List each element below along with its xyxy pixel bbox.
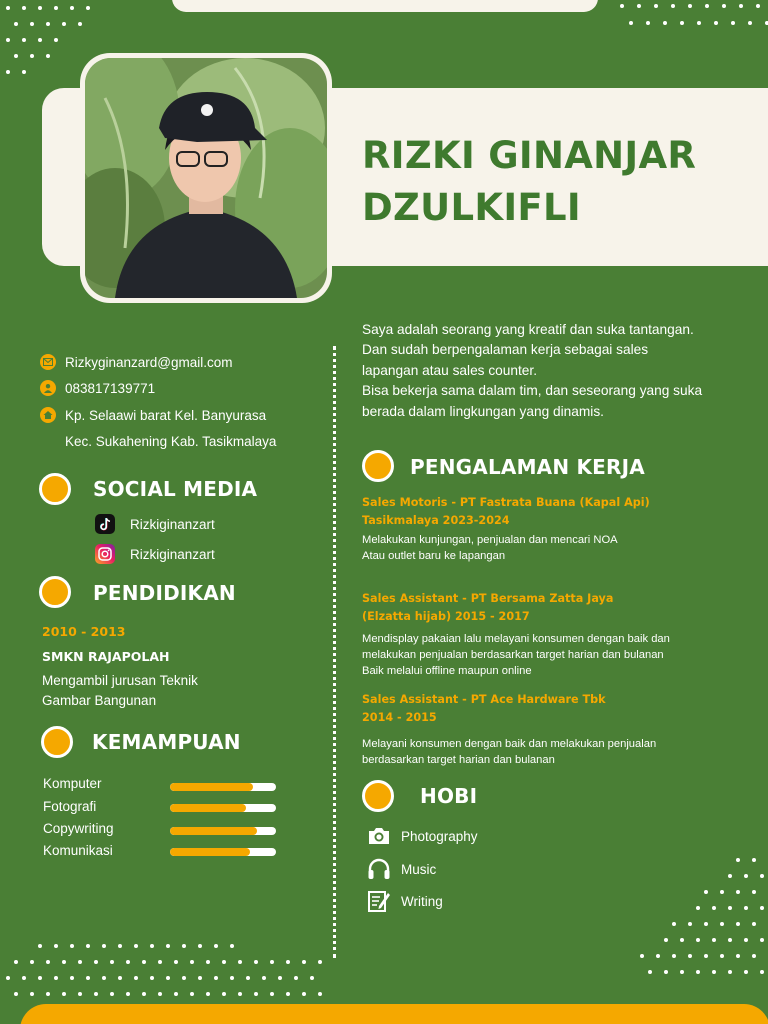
decor-dot (142, 992, 146, 996)
decor-dot (270, 992, 274, 996)
full-name (362, 130, 696, 234)
decor-dot (629, 21, 633, 25)
decor-dot (704, 890, 708, 894)
decor-dot (14, 54, 18, 58)
decor-dot (230, 976, 234, 980)
section-bullet-hobbies (362, 780, 394, 812)
decor-dot (664, 938, 668, 942)
skill-bar-fill (170, 848, 250, 856)
section-bullet-education (39, 576, 71, 608)
decor-dot (86, 976, 90, 980)
social-item-tiktok[interactable] (95, 514, 215, 534)
decor-dot (663, 21, 667, 25)
job-title-line: 2014 - 2015 (362, 711, 437, 724)
camera-icon (367, 824, 391, 848)
decor-dot (86, 944, 90, 948)
decor-dot (86, 6, 90, 10)
experience-title: PENGALAMAN KERJA (410, 455, 645, 479)
column-divider (333, 346, 336, 958)
decor-dot (158, 960, 162, 964)
decor-dot (294, 976, 298, 980)
skills-title: KEMAMPUAN (92, 730, 241, 754)
decor-dot (637, 4, 641, 8)
decor-dot (150, 976, 154, 980)
decor-dot (270, 960, 274, 964)
decor-dot (6, 70, 10, 74)
job-title (362, 494, 650, 530)
decor-dot (62, 22, 66, 26)
decor-dot (38, 944, 42, 948)
skill-bar (170, 827, 276, 835)
tiktok-icon (95, 514, 115, 534)
decor-dot (720, 922, 724, 926)
decor-dot (22, 38, 26, 42)
job-desc-line: berdasarkan target harian dan bulanan (362, 754, 555, 766)
bottom-decor-bar (20, 1004, 768, 1024)
decor-dot (286, 992, 290, 996)
job-desc-line: Melayani konsumen dengan baik dan melakukan penjualan (362, 738, 657, 750)
skill-bar-fill (170, 783, 253, 791)
decor-dot (704, 954, 708, 958)
about-line: lapangan atau sales counter. (362, 362, 538, 378)
person-icon (40, 380, 56, 396)
writing-icon (367, 889, 391, 913)
decor-dot (696, 906, 700, 910)
decor-dot (134, 944, 138, 948)
decor-dot (278, 976, 282, 980)
decor-dot (704, 922, 708, 926)
phone-text: 083817139771 (65, 380, 156, 396)
education-desc-line: Mengambil jurusan Teknik (42, 673, 198, 688)
decor-dot (736, 858, 740, 862)
hobby-item-writing (367, 889, 443, 913)
social-media-title: SOCIAL MEDIA (93, 477, 258, 501)
decor-dot (748, 21, 752, 25)
decor-dot (78, 22, 82, 26)
about-line: Bisa bekerja sama dalam tim, dan seseorang yang suka (362, 383, 703, 399)
decor-dot (756, 4, 760, 8)
decor-dot (722, 4, 726, 8)
education-description (42, 671, 282, 711)
decor-dot (760, 906, 764, 910)
decor-dot (696, 938, 700, 942)
instagram-handle: Rizkiginanzart (130, 546, 215, 562)
decor-dot (38, 38, 42, 42)
decor-dot (38, 6, 42, 10)
decor-dot (94, 960, 98, 964)
decor-dot (230, 944, 234, 948)
decor-dot (286, 960, 290, 964)
decor-dot (752, 954, 756, 958)
skill-label: Komputer (43, 776, 102, 791)
decor-dot (70, 6, 74, 10)
decor-dot (206, 992, 210, 996)
job-title-line: Sales Motoris - PT Fastrata Buana (Kapal Api) (362, 496, 650, 509)
job-description (362, 631, 670, 679)
decor-dot (728, 906, 732, 910)
decor-dot (78, 960, 82, 964)
decor-dot (22, 6, 26, 10)
social-item-instagram[interactable] (95, 544, 215, 564)
decor-dot (198, 944, 202, 948)
decor-dot (318, 960, 322, 964)
about-line: berada dalam lingkungan yang dinamis. (362, 403, 604, 419)
name-line-2: DZULKIFLI (362, 186, 581, 229)
decor-dot (134, 976, 138, 980)
decor-dot (648, 970, 652, 974)
decor-dot (14, 992, 18, 996)
decor-dot (728, 970, 732, 974)
education-years: 2010 - 2013 (42, 624, 126, 639)
job-desc-line: Baik melalui offline maupun online (362, 665, 532, 677)
decor-dot (672, 922, 676, 926)
decor-dot (680, 21, 684, 25)
decor-dot (182, 944, 186, 948)
decor-dot (736, 922, 740, 926)
decor-dot (214, 944, 218, 948)
decor-dot (46, 22, 50, 26)
decor-dot (310, 976, 314, 980)
decor-dot (760, 970, 764, 974)
decor-dot (238, 992, 242, 996)
name-line-1: RIZKI GINANJAR (362, 134, 697, 177)
decor-dot (752, 858, 756, 862)
decor-dot (720, 954, 724, 958)
decor-dot (680, 938, 684, 942)
decor-dot (640, 954, 644, 958)
decor-dot (190, 960, 194, 964)
decor-dot (238, 960, 242, 964)
education-desc-line: Gambar Bangunan (42, 693, 157, 708)
decor-dot (688, 4, 692, 8)
decor-dot (714, 21, 718, 25)
decor-dot (744, 874, 748, 878)
decor-dot (760, 874, 764, 878)
job-description (362, 532, 618, 564)
decor-dot (720, 890, 724, 894)
job-title-line: Sales Assistant - PT Ace Hardware Tbk (362, 693, 606, 706)
decor-dot (102, 944, 106, 948)
decor-dot (671, 4, 675, 8)
decor-dot (190, 992, 194, 996)
job-desc-line: Melakukan kunjungan, penjualan dan mencari NOA (362, 534, 618, 546)
decor-dot (656, 954, 660, 958)
decor-dot (62, 960, 66, 964)
job-title (362, 590, 613, 626)
decor-dot (6, 38, 10, 42)
address-line-1: Kp. Selaawi barat Kel. Banyurasa (65, 407, 267, 423)
hobby-item-photography (367, 824, 478, 848)
job-desc-line: Mendisplay pakaian lalu melayani konsumen dengan baik dan (362, 633, 670, 645)
decor-dot (736, 954, 740, 958)
decor-dot (142, 960, 146, 964)
mail-icon (40, 354, 56, 370)
decor-dot (126, 960, 130, 964)
decor-dot (696, 970, 700, 974)
decor-dot (174, 960, 178, 964)
decor-dot (118, 944, 122, 948)
decor-dot (30, 960, 34, 964)
section-bullet-skills (41, 726, 73, 758)
job-title (362, 691, 606, 727)
decor-dot (222, 960, 226, 964)
email-text: Rizkyginanzard@gmail.com (65, 354, 233, 370)
about-text (362, 320, 742, 422)
decor-dot (728, 874, 732, 878)
decor-dot (46, 960, 50, 964)
decor-dot (166, 976, 170, 980)
decor-dot (302, 992, 306, 996)
decor-dot (70, 976, 74, 980)
decor-dot (254, 960, 258, 964)
skill-bar-fill (170, 827, 257, 835)
decor-dot (54, 6, 58, 10)
skill-bar (170, 783, 276, 791)
home-icon (40, 407, 56, 423)
job-title-line: Sales Assistant - PT Bersama Zatta Jaya (362, 592, 614, 605)
profile-photo (85, 58, 327, 298)
decor-dot (158, 992, 162, 996)
decor-dot (30, 22, 34, 26)
decor-dot (302, 960, 306, 964)
hobby-label: Writing (401, 893, 443, 909)
job-description (362, 736, 656, 768)
decor-dot (54, 976, 58, 980)
decor-dot (22, 70, 26, 74)
decor-dot (22, 976, 26, 980)
decor-dot (6, 976, 10, 980)
contact-email[interactable] (40, 354, 233, 370)
skill-label: Komunikasi (43, 843, 113, 858)
decor-dot (174, 992, 178, 996)
skill-bar (170, 804, 276, 812)
job-title-line: Tasikmalaya 2023-2024 (362, 514, 510, 527)
skill-label: Copywriting (43, 821, 114, 836)
education-title: PENDIDIKAN (93, 581, 236, 605)
decor-dot (46, 54, 50, 58)
top-decor-tab (172, 0, 598, 12)
decor-dot (739, 4, 743, 8)
tiktok-handle: Rizkiginanzart (130, 516, 215, 532)
decor-dot (46, 992, 50, 996)
hobbies-title: HOBI (420, 784, 478, 808)
decor-dot (712, 906, 716, 910)
decor-dot (697, 21, 701, 25)
decor-dot (94, 992, 98, 996)
headphones-icon (367, 857, 391, 881)
decor-dot (318, 992, 322, 996)
decor-dot (110, 992, 114, 996)
decor-dot (54, 944, 58, 948)
decor-dot (712, 938, 716, 942)
decor-dot (620, 4, 624, 8)
instagram-icon (95, 544, 115, 564)
decor-dot (126, 992, 130, 996)
section-bullet-social (39, 473, 71, 505)
decor-dot (14, 22, 18, 26)
decor-dot (712, 970, 716, 974)
decor-dot (14, 960, 18, 964)
education-school: SMKN RAJAPOLAH (42, 649, 170, 664)
decor-dot (688, 922, 692, 926)
decor-dot (688, 954, 692, 958)
job-title-line: (Elzatta hijab) 2015 - 2017 (362, 610, 530, 623)
skill-label: Fotografi (43, 799, 97, 814)
decor-dot (118, 976, 122, 980)
decor-dot (54, 38, 58, 42)
decor-dot (246, 976, 250, 980)
decor-dot (728, 938, 732, 942)
section-bullet-experience (362, 450, 394, 482)
decor-dot (262, 976, 266, 980)
decor-dot (765, 21, 768, 25)
decor-dot (70, 944, 74, 948)
decor-dot (680, 970, 684, 974)
decor-dot (214, 976, 218, 980)
skill-bar (170, 848, 276, 856)
job-desc-line: Atau outlet baru ke lapangan (362, 550, 506, 562)
decor-dot (254, 992, 258, 996)
decor-dot (705, 4, 709, 8)
job-desc-line: melakukan penjualan berdasarkan target harian dan bulanan (362, 649, 664, 661)
skill-bar-fill (170, 804, 246, 812)
about-line: Saya adalah seorang yang kreatif dan suka tantangan. (362, 322, 694, 337)
decor-dot (664, 970, 668, 974)
decor-dot (654, 4, 658, 8)
decor-dot (672, 954, 676, 958)
decor-dot (731, 21, 735, 25)
contact-phone[interactable] (40, 380, 155, 396)
decor-dot (760, 938, 764, 942)
decor-dot (752, 890, 756, 894)
hobby-item-music (367, 857, 436, 881)
decor-dot (222, 992, 226, 996)
decor-dot (752, 922, 756, 926)
decor-dot (110, 960, 114, 964)
decor-dot (38, 976, 42, 980)
hobby-label: Music (401, 861, 437, 877)
decor-dot (62, 992, 66, 996)
address-line-2: Kec. Sukahening Kab. Tasikmalaya (65, 434, 277, 449)
decor-dot (166, 944, 170, 948)
decor-dot (646, 21, 650, 25)
hobby-label: Photography (401, 828, 478, 844)
decor-dot (78, 992, 82, 996)
decor-dot (744, 906, 748, 910)
decor-dot (182, 976, 186, 980)
decor-dot (30, 54, 34, 58)
about-line: Dan sudah berpengalaman kerja sebagai sales (362, 342, 649, 358)
decor-dot (150, 944, 154, 948)
decor-dot (744, 970, 748, 974)
decor-dot (198, 976, 202, 980)
decor-dot (744, 938, 748, 942)
decor-dot (6, 6, 10, 10)
contact-address (40, 407, 266, 423)
decor-dot (206, 960, 210, 964)
decor-dot (102, 976, 106, 980)
decor-dot (30, 992, 34, 996)
decor-dot (736, 890, 740, 894)
